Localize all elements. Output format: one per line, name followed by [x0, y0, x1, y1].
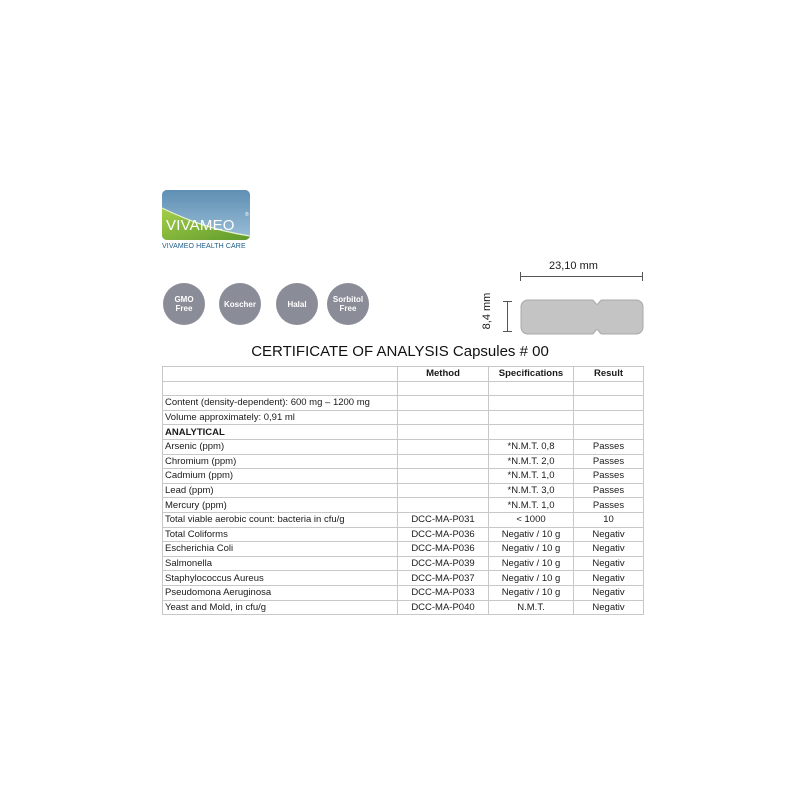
- cell-method: DCC-MA-P040: [398, 600, 489, 615]
- table-row: [163, 542, 644, 557]
- badge-koscher: [219, 283, 261, 325]
- table-row: [163, 469, 644, 484]
- logo-subtitle: VIVAMEO HEALTH CARE: [162, 243, 246, 250]
- cell-specification: [489, 381, 574, 396]
- cell-result: Negativ: [574, 542, 644, 557]
- cell-result: [574, 425, 644, 440]
- cell-specification: Negativ / 10 g: [489, 542, 574, 557]
- cell-method: [398, 483, 489, 498]
- dimension-tick: [503, 331, 512, 332]
- cell-parameter: ANALYTICAL: [163, 425, 398, 440]
- cell-specification: N.M.T.: [489, 600, 574, 615]
- badge-halal: [276, 283, 318, 325]
- cell-specification: [489, 425, 574, 440]
- cell-parameter: Total viable aerobic count: bacteria in cfu/g: [163, 512, 398, 527]
- cell-method: [398, 381, 489, 396]
- certificate-title: CERTIFICATE OF ANALYSIS Capsules # 00: [251, 343, 549, 360]
- cell-result: [574, 381, 644, 396]
- cell-specification: *N.M.T. 0,8: [489, 439, 574, 454]
- cell-specification: Negativ / 10 g: [489, 571, 574, 586]
- vivameo-logo: [162, 190, 250, 256]
- cell-result: Passes: [574, 483, 644, 498]
- header-cell: [163, 367, 398, 382]
- cell-result: Negativ: [574, 527, 644, 542]
- cell-specification: Negativ / 10 g: [489, 556, 574, 571]
- cell-parameter: Arsenic (ppm): [163, 439, 398, 454]
- badge-label: Sorbitol Free: [332, 295, 364, 313]
- cell-specification: [489, 396, 574, 411]
- dimension-tick: [642, 272, 643, 281]
- cell-method: DCC-MA-P037: [398, 571, 489, 586]
- cell-parameter: [163, 381, 398, 396]
- cell-parameter: Escherichia Coli: [163, 542, 398, 557]
- cell-specification: *N.M.T. 2,0: [489, 454, 574, 469]
- cell-result: Negativ: [574, 585, 644, 600]
- table-row: [163, 425, 644, 440]
- cell-specification: *N.M.T. 1,0: [489, 498, 574, 513]
- table-row: [163, 571, 644, 586]
- table-row: [163, 439, 644, 454]
- cell-specification: Negativ / 10 g: [489, 527, 574, 542]
- cell-parameter: Lead (ppm): [163, 483, 398, 498]
- cell-parameter: Total Coliforms: [163, 527, 398, 542]
- cell-parameter: Volume approximately: 0,91 ml: [163, 410, 398, 425]
- cell-result: Passes: [574, 454, 644, 469]
- badge-label: Halal: [287, 299, 307, 309]
- cell-method: DCC-MA-P036: [398, 542, 489, 557]
- cell-result: [574, 396, 644, 411]
- cell-parameter: Salmonella: [163, 556, 398, 571]
- badge-sorbitol-free: [327, 283, 369, 325]
- header-specifications: Specifications: [489, 367, 574, 382]
- dimension-tick: [503, 301, 512, 302]
- badge-label: Koscher: [223, 299, 256, 309]
- analysis-table: [162, 366, 644, 615]
- cell-method: [398, 439, 489, 454]
- badge-label: GMO Free: [174, 295, 194, 313]
- registered-mark: ®: [245, 212, 249, 218]
- cell-method: [398, 454, 489, 469]
- table-header-row: [163, 367, 644, 382]
- cell-method: [398, 396, 489, 411]
- cell-method: [398, 469, 489, 484]
- capsule-width-line: [507, 301, 508, 332]
- cell-method: [398, 498, 489, 513]
- cell-specification: *N.M.T. 1,0: [489, 469, 574, 484]
- cell-method: DCC-MA-P039: [398, 556, 489, 571]
- cell-parameter: Staphylococcus Aureus: [163, 571, 398, 586]
- table-row: [163, 483, 644, 498]
- table-row: [163, 410, 644, 425]
- table-row: [163, 600, 644, 615]
- header-method: Method: [398, 367, 489, 382]
- capsule-length-line: [520, 276, 643, 277]
- cell-parameter: Mercury (ppm): [163, 498, 398, 513]
- cell-parameter: Cadmium (ppm): [163, 469, 398, 484]
- cell-result: [574, 410, 644, 425]
- cell-method: DCC-MA-P033: [398, 585, 489, 600]
- capsule-length-label: 23,10 mm: [549, 260, 598, 272]
- cell-result: Passes: [574, 498, 644, 513]
- table-row: [163, 512, 644, 527]
- cell-result: Negativ: [574, 600, 644, 615]
- cell-method: [398, 425, 489, 440]
- cell-parameter: Pseudomona Aeruginosa: [163, 585, 398, 600]
- cell-specification: < 1000: [489, 512, 574, 527]
- table-row: [163, 454, 644, 469]
- cell-specification: [489, 410, 574, 425]
- table-row: [163, 556, 644, 571]
- cell-specification: *N.M.T. 3,0: [489, 483, 574, 498]
- cell-result: 10: [574, 512, 644, 527]
- cell-parameter: Yeast and Mold, in cfu/g: [163, 600, 398, 615]
- cell-parameter: Content (density-dependent): 600 mg – 1200 mg: [163, 396, 398, 411]
- badge-gmo-free: [163, 283, 205, 325]
- cell-parameter: Chromium (ppm): [163, 454, 398, 469]
- cell-specification: Negativ / 10 g: [489, 585, 574, 600]
- logo-brand-text: VIVAMEO: [166, 217, 235, 234]
- cell-method: [398, 410, 489, 425]
- capsule-icon: [520, 299, 644, 335]
- logo-emblem: [162, 190, 250, 240]
- cell-method: DCC-MA-P031: [398, 512, 489, 527]
- table-row: [163, 396, 644, 411]
- cell-result: Negativ: [574, 556, 644, 571]
- cell-result: Passes: [574, 469, 644, 484]
- cell-method: DCC-MA-P036: [398, 527, 489, 542]
- cell-result: Passes: [574, 439, 644, 454]
- capsule-width-label: 8,4 mm: [481, 292, 493, 330]
- table-row: [163, 498, 644, 513]
- cell-result: Negativ: [574, 571, 644, 586]
- table-row: [163, 381, 644, 396]
- header-result: Result: [574, 367, 644, 382]
- table-row: [163, 585, 644, 600]
- table-row: [163, 527, 644, 542]
- dimension-tick: [520, 272, 521, 281]
